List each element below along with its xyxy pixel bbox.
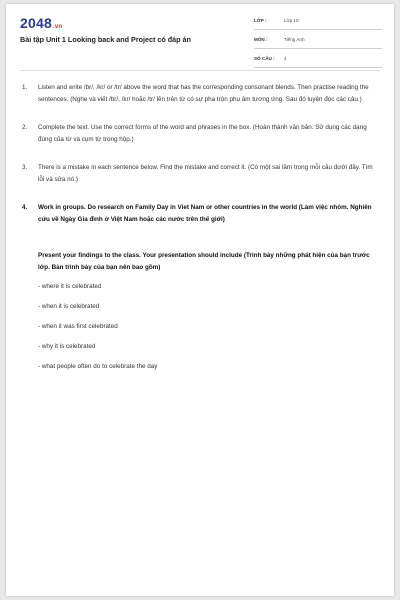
meta-value: Lớp 10 — [284, 18, 299, 23]
presentation-instructions: Present your findings to the class. Your presentation should include (Trình bày những phát hiện của bạn trước lớp. Bản trình bày của bạn nên bao gồm) — [38, 252, 370, 271]
list-item: - why it is celebrated — [38, 343, 96, 350]
list-item: - what people often do to celebrate the day — [38, 363, 158, 370]
meta-label: SỐ CÂU : — [254, 56, 275, 61]
question-number: 2. — [22, 124, 28, 131]
meta-row-subject — [254, 35, 382, 49]
logo-main-text: 2048 — [20, 15, 52, 31]
question-text: Work in groups. Do research on Family Day in Viet Nam or other countries in the world (Làm việc nhóm. Nghiên cứu về Ngày Gia đình ở Việt Nam hoặc các nước trên thế giới) — [38, 204, 372, 223]
header-divider — [20, 70, 380, 71]
question-text: There is a mistake in each sentence below. Find the mistake and correct it. (Có một sai lầm trong mỗi câu dưới đây. Tìm lỗi và sửa nó.) — [38, 164, 373, 183]
site-logo[interactable] — [20, 15, 62, 31]
document-content — [20, 82, 378, 382]
meta-row-question-count — [254, 54, 382, 68]
question-text: Complete the text. Use the correct forms of the word and phrases in the box. (Hoàn thành văn bản. Sử dụng các dạng đúng của từ và cụm từ trong hộp.) — [38, 124, 367, 143]
meta-value: 4 — [284, 56, 287, 61]
list-item: - when it was first celebrated — [38, 323, 118, 330]
question-item — [20, 82, 378, 105]
question-number: 1. — [22, 84, 28, 91]
meta-label: LỚP : — [254, 18, 267, 23]
question-number: 3. — [22, 164, 28, 171]
document-title: Bài tập Unit 1 Looking back and Project có đáp án — [20, 35, 191, 44]
question-item — [20, 122, 378, 145]
meta-row-class — [254, 16, 382, 30]
document-meta — [254, 16, 382, 73]
list-item: - where it is celebrated — [38, 283, 102, 290]
list-item: - when it is celebrated — [38, 303, 100, 310]
presentation-points — [20, 282, 378, 371]
question-item — [20, 162, 378, 185]
meta-value: Tiếng Anh — [284, 37, 305, 42]
meta-label: MÔN : — [254, 37, 268, 42]
logo-sub-text: .vn — [52, 24, 63, 30]
document-header — [6, 4, 394, 68]
question-number: 4. — [22, 204, 28, 211]
question-item — [20, 202, 378, 225]
question-text: Listen and write /br/, /kr/ or /tr/ above the word that has the corresponding consonant blends. Then practise reading the sentences. (Nghe và viết /br/, /kr/ hoặc /tr/ lên trên từ có sự pha trộn phụ âm tương ứng. Sau đó luyện đọc các câu.) — [38, 84, 369, 103]
document-page — [6, 4, 394, 596]
